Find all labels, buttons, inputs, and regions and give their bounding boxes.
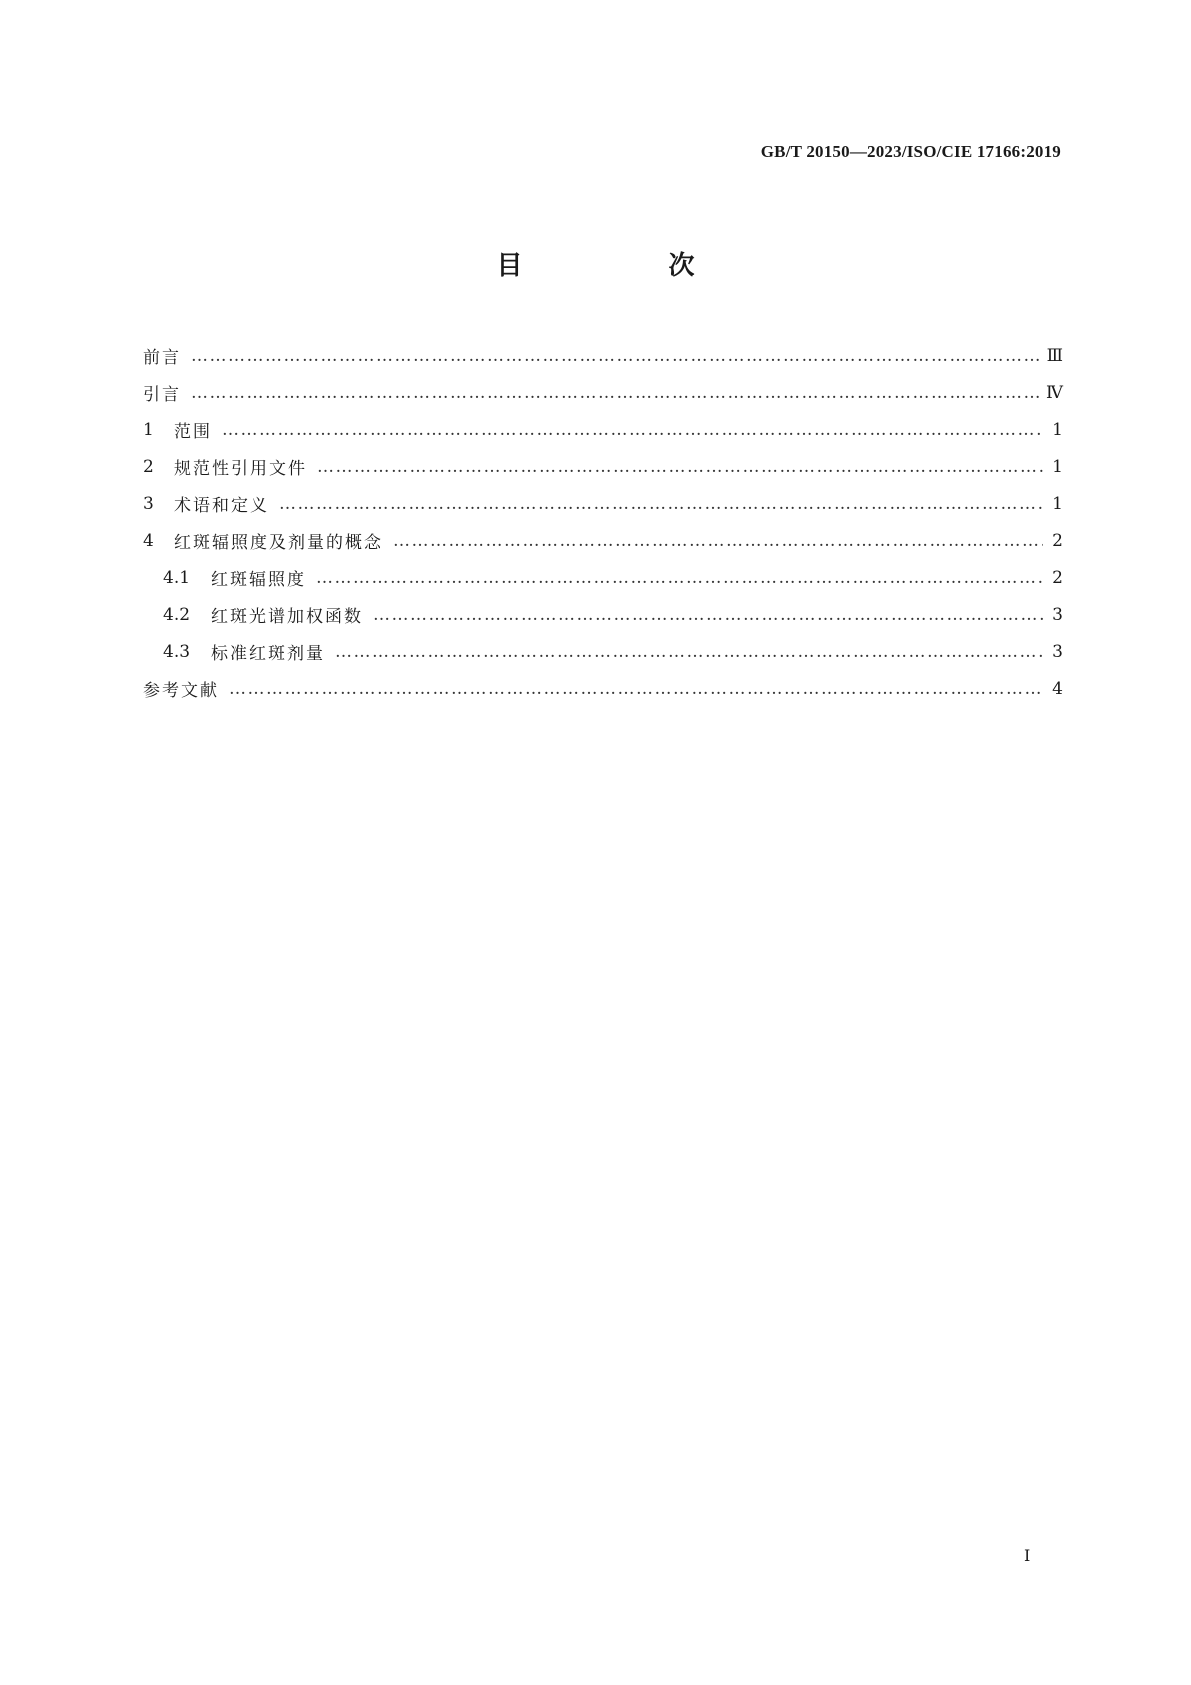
toc-item-section-4-1[interactable] xyxy=(143,559,1063,596)
toc-item-number: 4.2 xyxy=(163,604,191,625)
toc-dot-leader xyxy=(335,642,1043,662)
table-of-contents xyxy=(143,337,1063,707)
toc-item-number: 4 xyxy=(143,530,154,551)
toc-item-page: 4 xyxy=(1052,678,1063,699)
page-title: 目 次 xyxy=(496,251,755,281)
toc-item-page: 1 xyxy=(1052,419,1063,440)
toc-item-label: 范围 xyxy=(174,422,212,442)
page-number: Ⅰ xyxy=(1024,1546,1031,1565)
toc-item-number: 3 xyxy=(143,493,154,514)
toc-dot-leader xyxy=(222,420,1043,440)
toc-item-label: 前言 xyxy=(143,348,181,368)
toc-item-number: 4.3 xyxy=(163,641,191,662)
toc-item-section-4-3[interactable] xyxy=(143,633,1063,670)
toc-item-section-4[interactable] xyxy=(143,522,1063,559)
toc-item-page: 1 xyxy=(1052,493,1063,514)
toc-item-page: Ⅳ xyxy=(1046,382,1063,403)
toc-item-number: 4.1 xyxy=(163,567,191,588)
toc-item-bibliography[interactable] xyxy=(143,670,1063,707)
toc-item-page: 3 xyxy=(1052,641,1063,662)
toc-item-section-4-2[interactable] xyxy=(143,596,1063,633)
toc-item-foreword[interactable] xyxy=(143,337,1063,374)
toc-item-label: 术语和定义 xyxy=(174,496,269,516)
toc-dot-leader xyxy=(229,679,1043,699)
toc-dot-leader xyxy=(317,457,1043,477)
standard-number: GB/T 20150—2023/ISO/CIE 17166:2019 xyxy=(760,142,1061,161)
toc-item-page: 1 xyxy=(1052,456,1063,477)
toc-item-label: 红斑辐照度及剂量的概念 xyxy=(174,533,383,553)
toc-dot-leader xyxy=(316,568,1043,588)
toc-dot-leader xyxy=(191,383,1040,403)
toc-item-introduction[interactable] xyxy=(143,374,1063,411)
toc-item-label: 红斑光谱加权函数 xyxy=(211,607,363,627)
toc-item-number: 1 xyxy=(143,419,154,440)
toc-item-page: Ⅲ xyxy=(1046,345,1063,366)
toc-item-normative-references[interactable] xyxy=(143,448,1063,485)
toc-item-terms-definitions[interactable] xyxy=(143,485,1063,522)
toc-dot-leader xyxy=(393,531,1043,551)
toc-item-label: 标准红斑剂量 xyxy=(211,644,325,664)
toc-item-label: 引言 xyxy=(143,385,181,405)
toc-dot-leader xyxy=(279,494,1043,514)
toc-item-page: 3 xyxy=(1052,604,1063,625)
toc-item-number: 2 xyxy=(143,456,154,477)
toc-item-page: 2 xyxy=(1052,530,1063,551)
toc-item-label: 规范性引用文件 xyxy=(174,459,307,479)
toc-item-label: 参考文献 xyxy=(143,681,219,701)
toc-dot-leader xyxy=(373,605,1043,625)
toc-item-page: 2 xyxy=(1052,567,1063,588)
toc-item-label: 红斑辐照度 xyxy=(211,570,306,590)
toc-dot-leader xyxy=(191,346,1041,366)
toc-item-scope[interactable] xyxy=(143,411,1063,448)
